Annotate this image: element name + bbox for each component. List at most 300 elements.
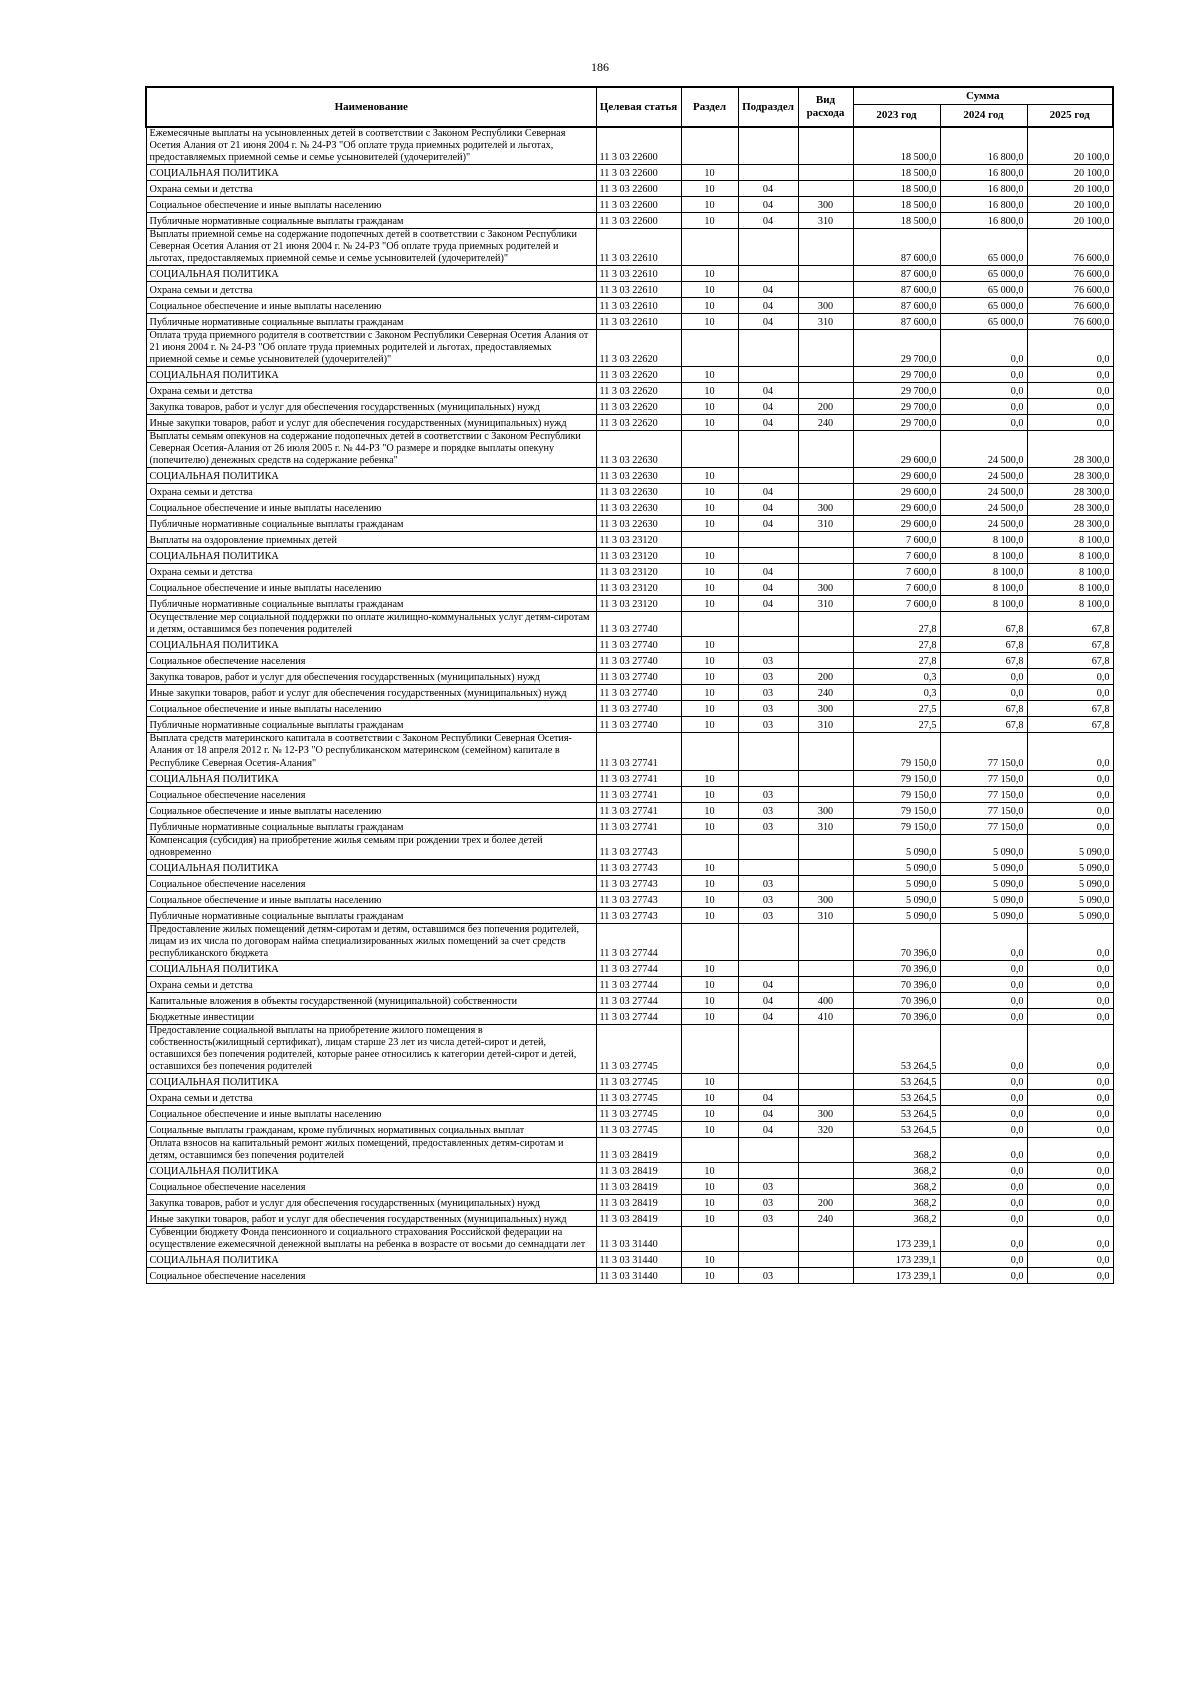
header-section: Раздел <box>681 87 738 127</box>
table-cell-2023: 18 500,0 <box>853 213 940 229</box>
header-subsection: Подраздел <box>738 87 798 127</box>
table-cell-2023: 27,8 <box>853 612 940 637</box>
table-cell-target: 11 3 03 22610 <box>596 282 681 298</box>
page-number: 186 <box>591 60 609 74</box>
table-cell-2025: 76 600,0 <box>1027 229 1113 266</box>
table-cell-target: 11 3 03 27743 <box>596 859 681 875</box>
table-row <box>146 802 1113 818</box>
table-cell-section: 10 <box>681 1194 738 1210</box>
table-cell-section: 10 <box>681 818 738 834</box>
table-cell-section: 10 <box>681 770 738 786</box>
table-cell-2025: 0,0 <box>1027 415 1113 431</box>
table-cell-target: 11 3 03 27744 <box>596 992 681 1008</box>
table-cell-subsection: 04 <box>738 992 798 1008</box>
table-cell-2023: 70 396,0 <box>853 992 940 1008</box>
table-row <box>146 992 1113 1008</box>
table-cell-section <box>681 532 738 548</box>
table-cell-section: 10 <box>681 564 738 580</box>
table-cell-2025: 0,0 <box>1027 383 1113 399</box>
table-cell-2024: 0,0 <box>940 1073 1027 1089</box>
table-cell-section: 10 <box>681 1105 738 1121</box>
table-cell-target: 11 3 03 27745 <box>596 1105 681 1121</box>
table-cell-expense-type <box>798 786 853 802</box>
table-cell-subsection: 04 <box>738 564 798 580</box>
table-cell-2023: 7 600,0 <box>853 596 940 612</box>
table-cell-section: 10 <box>681 717 738 733</box>
table-cell-2023: 29 700,0 <box>853 415 940 431</box>
table-cell-name: Выплаты приемной семье на содержание подопечных детей в соответствии с Законом Республики Северная Осетия Алания от 21 июня 2004 г. № 24-РЗ "Об оплате труда приемных родителей и льготах, предоставляемых приемной семье и семье усыновителей (удочерителей)" <box>146 229 596 266</box>
table-cell-subsection <box>738 1024 798 1073</box>
table-cell-2023: 27,5 <box>853 701 940 717</box>
table-cell-2025: 0,0 <box>1027 786 1113 802</box>
table-cell-2023: 53 264,5 <box>853 1073 940 1089</box>
table-row <box>146 1210 1113 1226</box>
table-cell-section: 10 <box>681 992 738 1008</box>
table-cell-expense-type <box>798 859 853 875</box>
table-cell-2025: 8 100,0 <box>1027 580 1113 596</box>
table-cell-subsection: 04 <box>738 500 798 516</box>
table-cell-name: СОЦИАЛЬНАЯ ПОЛИТИКА <box>146 1162 596 1178</box>
table-cell-expense-type <box>798 484 853 500</box>
table-cell-2025: 0,0 <box>1027 669 1113 685</box>
table-cell-subsection: 04 <box>738 484 798 500</box>
table-cell-section: 10 <box>681 1251 738 1267</box>
table-cell-target: 11 3 03 23120 <box>596 564 681 580</box>
table-cell-2024: 24 500,0 <box>940 431 1027 468</box>
table-cell-name: СОЦИАЛЬНАЯ ПОЛИТИКА <box>146 266 596 282</box>
table-row <box>146 197 1113 213</box>
table-cell-name: Охрана семьи и детства <box>146 484 596 500</box>
table-cell-expense-type <box>798 165 853 181</box>
table-cell-expense-type: 310 <box>798 596 853 612</box>
table-cell-2025: 0,0 <box>1027 399 1113 415</box>
table-cell-expense-type <box>798 733 853 770</box>
table-cell-2024: 77 150,0 <box>940 770 1027 786</box>
table-cell-2024: 16 800,0 <box>940 181 1027 197</box>
table-row <box>146 1137 1113 1162</box>
header-sum: Сумма <box>853 87 1113 105</box>
table-cell-2023: 29 700,0 <box>853 367 940 383</box>
table-cell-section: 10 <box>681 669 738 685</box>
table-cell-2023: 27,5 <box>853 717 940 733</box>
table-row <box>146 1008 1113 1024</box>
table-cell-expense-type: 300 <box>798 1105 853 1121</box>
table-cell-target: 11 3 03 27741 <box>596 786 681 802</box>
table-cell-section: 10 <box>681 266 738 282</box>
table-cell-2024: 8 100,0 <box>940 548 1027 564</box>
table-cell-subsection <box>738 1226 798 1251</box>
table-cell-expense-type: 240 <box>798 1210 853 1226</box>
table-cell-section: 10 <box>681 976 738 992</box>
table-cell-2023: 7 600,0 <box>853 564 940 580</box>
table-cell-2024: 77 150,0 <box>940 733 1027 770</box>
table-cell-section: 10 <box>681 637 738 653</box>
table-cell-subsection: 03 <box>738 685 798 701</box>
table-cell-name: Субвенции бюджету Фонда пенсионного и социального страхования Российской федерации на осуществление ежемесячной денежной выплаты на ребенка в возрасте от восьми до семнадцати лет <box>146 1226 596 1251</box>
table-cell-target: 11 3 03 27743 <box>596 834 681 859</box>
table-cell-name: Иные закупки товаров, работ и услуг для обеспечения государственных (муниципальных) нужд <box>146 1210 596 1226</box>
table-cell-subsection: 04 <box>738 596 798 612</box>
table-cell-2023: 5 090,0 <box>853 875 940 891</box>
table-cell-subsection <box>738 266 798 282</box>
table-cell-2023: 368,2 <box>853 1162 940 1178</box>
table-cell-section <box>681 612 738 637</box>
table-cell-2024: 8 100,0 <box>940 596 1027 612</box>
table-cell-2025: 76 600,0 <box>1027 282 1113 298</box>
table-cell-section <box>681 127 738 165</box>
table-row <box>146 907 1113 923</box>
table-cell-target: 11 3 03 22620 <box>596 399 681 415</box>
table-cell-target: 11 3 03 31440 <box>596 1251 681 1267</box>
table-cell-expense-type <box>798 770 853 786</box>
table-cell-target: 11 3 03 22630 <box>596 484 681 500</box>
table-cell-expense-type <box>798 367 853 383</box>
table-cell-2025: 0,0 <box>1027 1194 1113 1210</box>
table-cell-target: 11 3 03 27744 <box>596 1008 681 1024</box>
table-cell-subsection: 03 <box>738 802 798 818</box>
table-cell-2025: 76 600,0 <box>1027 314 1113 330</box>
table-row <box>146 314 1113 330</box>
table-cell-2025: 0,0 <box>1027 1105 1113 1121</box>
table-cell-name: Охрана семьи и детства <box>146 1089 596 1105</box>
table-cell-2024: 24 500,0 <box>940 516 1027 532</box>
table-cell-section: 10 <box>681 500 738 516</box>
table-cell-section: 10 <box>681 580 738 596</box>
table-row <box>146 266 1113 282</box>
table-cell-section: 10 <box>681 165 738 181</box>
table-row <box>146 516 1113 532</box>
table-cell-2023: 7 600,0 <box>853 532 940 548</box>
table-cell-section: 10 <box>681 548 738 564</box>
table-row <box>146 596 1113 612</box>
table-cell-target: 11 3 03 27741 <box>596 733 681 770</box>
table-cell-target: 11 3 03 28419 <box>596 1162 681 1178</box>
table-cell-section: 10 <box>681 596 738 612</box>
table-cell-2024: 24 500,0 <box>940 500 1027 516</box>
table-cell-2023: 79 150,0 <box>853 786 940 802</box>
table-cell-target: 11 3 03 31440 <box>596 1226 681 1251</box>
table-cell-expense-type: 400 <box>798 992 853 1008</box>
table-cell-2025: 0,0 <box>1027 1267 1113 1283</box>
table-row <box>146 298 1113 314</box>
table-cell-2025: 20 100,0 <box>1027 213 1113 229</box>
table-cell-2025: 76 600,0 <box>1027 298 1113 314</box>
table-cell-subsection: 03 <box>738 907 798 923</box>
table-cell-section: 10 <box>681 282 738 298</box>
table-row <box>146 960 1113 976</box>
table-cell-2024: 8 100,0 <box>940 532 1027 548</box>
table-cell-subsection: 03 <box>738 1178 798 1194</box>
table-row <box>146 229 1113 266</box>
table-cell-subsection <box>738 1162 798 1178</box>
table-cell-name: Ежемесячные выплаты на усыновленных детей в соответствии с Законом Республики Северная Осетия Алания от 21 июня 2004 г. № 24-РЗ "Об оплате труда приемных родителей и льготах, предоставляемых приемной семье и семье усыновителей (удочерителей)" <box>146 127 596 165</box>
table-row <box>146 1162 1113 1178</box>
table-cell-2024: 0,0 <box>940 383 1027 399</box>
table-cell-2025: 0,0 <box>1027 960 1113 976</box>
table-cell-target: 11 3 03 28419 <box>596 1194 681 1210</box>
table-cell-2024: 0,0 <box>940 976 1027 992</box>
table-cell-expense-type: 310 <box>798 516 853 532</box>
table-header <box>146 87 1113 127</box>
table-cell-section: 10 <box>681 213 738 229</box>
table-row <box>146 532 1113 548</box>
table-cell-subsection: 04 <box>738 282 798 298</box>
table-row <box>146 612 1113 637</box>
table-row <box>146 181 1113 197</box>
table-cell-2024: 0,0 <box>940 399 1027 415</box>
table-cell-2023: 29 700,0 <box>853 383 940 399</box>
table-cell-section: 10 <box>681 314 738 330</box>
table-cell-2025: 28 300,0 <box>1027 431 1113 468</box>
table-cell-expense-type: 310 <box>798 213 853 229</box>
table-cell-expense-type: 320 <box>798 1121 853 1137</box>
table-cell-2023: 18 500,0 <box>853 197 940 213</box>
table-cell-2023: 53 264,5 <box>853 1024 940 1073</box>
table-cell-section: 10 <box>681 399 738 415</box>
table-cell-2023: 18 500,0 <box>853 181 940 197</box>
table-row <box>146 383 1113 399</box>
table-row <box>146 770 1113 786</box>
table-cell-subsection <box>738 367 798 383</box>
table-cell-name: Выплаты на оздоровление приемных детей <box>146 532 596 548</box>
table-cell-2025: 20 100,0 <box>1027 181 1113 197</box>
table-cell-subsection <box>738 923 798 960</box>
table-cell-expense-type: 300 <box>798 298 853 314</box>
table-cell-target: 11 3 03 27744 <box>596 960 681 976</box>
table-cell-2023: 79 150,0 <box>853 818 940 834</box>
table-cell-name: Закупка товаров, работ и услуг для обеспечения государственных (муниципальных) нужд <box>146 399 596 415</box>
table-row <box>146 818 1113 834</box>
table-cell-2024: 0,0 <box>940 1210 1027 1226</box>
table-cell-name: Закупка товаров, работ и услуг для обеспечения государственных (муниципальных) нужд <box>146 669 596 685</box>
table-cell-2023: 29 700,0 <box>853 399 940 415</box>
table-row <box>146 1121 1113 1137</box>
table-cell-name: Социальное обеспечение и иные выплаты населению <box>146 701 596 717</box>
table-cell-2024: 0,0 <box>940 960 1027 976</box>
table-cell-section: 10 <box>681 875 738 891</box>
table-cell-2023: 368,2 <box>853 1178 940 1194</box>
table-cell-target: 11 3 03 23120 <box>596 580 681 596</box>
table-cell-2024: 67,8 <box>940 653 1027 669</box>
table-cell-2024: 5 090,0 <box>940 875 1027 891</box>
table-cell-section: 10 <box>681 1008 738 1024</box>
table-cell-section: 10 <box>681 1267 738 1283</box>
table-cell-2025: 5 090,0 <box>1027 891 1113 907</box>
table-cell-expense-type: 300 <box>798 701 853 717</box>
table-cell-subsection: 04 <box>738 197 798 213</box>
table-cell-expense-type <box>798 181 853 197</box>
table-cell-section: 10 <box>681 1210 738 1226</box>
table-cell-2024: 5 090,0 <box>940 891 1027 907</box>
table-cell-subsection: 04 <box>738 1105 798 1121</box>
table-cell-name: СОЦИАЛЬНАЯ ПОЛИТИКА <box>146 637 596 653</box>
table-cell-name: Социальные выплаты гражданам, кроме публичных нормативных социальных выплат <box>146 1121 596 1137</box>
table-cell-name: Предоставление жилых помещений детям-сиротам и детям, оставшимся без попечения родителей, лицам из их числа по договорам найма специализированных жилых помещений за счет средств республиканского бюджета <box>146 923 596 960</box>
table-cell-target: 11 3 03 27743 <box>596 891 681 907</box>
table-cell-target: 11 3 03 27745 <box>596 1121 681 1137</box>
table-cell-2024: 0,0 <box>940 669 1027 685</box>
table-cell-2023: 5 090,0 <box>853 834 940 859</box>
table-cell-expense-type <box>798 282 853 298</box>
table-cell-subsection <box>738 1073 798 1089</box>
table-cell-section: 10 <box>681 859 738 875</box>
table-cell-expense-type <box>798 1226 853 1251</box>
table-cell-name: Публичные нормативные социальные выплаты гражданам <box>146 717 596 733</box>
table-cell-section <box>681 229 738 266</box>
table-cell-expense-type: 310 <box>798 717 853 733</box>
table-cell-name: Социальное обеспечение и иные выплаты населению <box>146 802 596 818</box>
table-cell-section <box>681 1137 738 1162</box>
table-cell-2023: 7 600,0 <box>853 548 940 564</box>
table-cell-2025: 5 090,0 <box>1027 875 1113 891</box>
table-cell-name: Охрана семьи и детства <box>146 282 596 298</box>
table-row <box>146 1089 1113 1105</box>
table-cell-target: 11 3 03 28419 <box>596 1210 681 1226</box>
table-cell-2025: 0,0 <box>1027 1121 1113 1137</box>
table-cell-subsection <box>738 165 798 181</box>
table-row <box>146 213 1113 229</box>
table-cell-section: 10 <box>681 907 738 923</box>
table-cell-name: СОЦИАЛЬНАЯ ПОЛИТИКА <box>146 859 596 875</box>
table-cell-target: 11 3 03 22600 <box>596 127 681 165</box>
table-cell-2025: 0,0 <box>1027 923 1113 960</box>
table-cell-target: 11 3 03 22610 <box>596 229 681 266</box>
table-cell-name: Предоставление социальной выплаты на приобретение жилого помещения в собственность(жилищный сертификат), лицам старше 23 лет из числа детей-сирот и детей, оставшихся без попечения родителей, которые ранее относились к категории детей-сирот и детей, оставшихся без попечения родителей <box>146 1024 596 1073</box>
table-cell-subsection <box>738 834 798 859</box>
table-cell-target: 11 3 03 22610 <box>596 266 681 282</box>
table-cell-subsection <box>738 770 798 786</box>
table-cell-name: Социальное обеспечение населения <box>146 653 596 669</box>
table-cell-section: 10 <box>681 468 738 484</box>
table-cell-expense-type <box>798 923 853 960</box>
table-cell-2023: 27,8 <box>853 637 940 653</box>
table-cell-2024: 0,0 <box>940 1121 1027 1137</box>
table-cell-section: 10 <box>681 1162 738 1178</box>
table-cell-target: 11 3 03 22620 <box>596 330 681 367</box>
table-row <box>146 548 1113 564</box>
header-2023: 2023 год <box>853 105 940 128</box>
table-cell-2023: 70 396,0 <box>853 960 940 976</box>
table-cell-2025: 0,0 <box>1027 802 1113 818</box>
table-cell-2024: 0,0 <box>940 1105 1027 1121</box>
table-cell-name: Публичные нормативные социальные выплаты гражданам <box>146 907 596 923</box>
table-cell-2025: 0,0 <box>1027 818 1113 834</box>
table-cell-2025: 0,0 <box>1027 1089 1113 1105</box>
table-cell-subsection: 04 <box>738 298 798 314</box>
table-cell-2023: 87 600,0 <box>853 314 940 330</box>
table-cell-2023: 368,2 <box>853 1194 940 1210</box>
table-row <box>146 500 1113 516</box>
table-cell-2023: 27,8 <box>853 653 940 669</box>
table-cell-2023: 368,2 <box>853 1137 940 1162</box>
table-cell-2024: 77 150,0 <box>940 802 1027 818</box>
table-cell-name: Охрана семьи и детства <box>146 564 596 580</box>
table-cell-section: 10 <box>681 415 738 431</box>
table-cell-name: Публичные нормативные социальные выплаты гражданам <box>146 596 596 612</box>
table-cell-2024: 0,0 <box>940 367 1027 383</box>
budget-table <box>145 86 1114 1284</box>
table-cell-2024: 16 800,0 <box>940 165 1027 181</box>
table-cell-expense-type <box>798 1024 853 1073</box>
table-cell-2023: 87 600,0 <box>853 282 940 298</box>
table-cell-name: СОЦИАЛЬНАЯ ПОЛИТИКА <box>146 367 596 383</box>
table-cell-2025: 5 090,0 <box>1027 907 1113 923</box>
table-cell-2025: 0,0 <box>1027 685 1113 701</box>
table-cell-expense-type <box>798 431 853 468</box>
table-cell-section <box>681 431 738 468</box>
table-cell-expense-type <box>798 637 853 653</box>
table-cell-2025: 20 100,0 <box>1027 197 1113 213</box>
table-cell-subsection: 04 <box>738 415 798 431</box>
table-cell-target: 11 3 03 27740 <box>596 717 681 733</box>
table-cell-subsection <box>738 431 798 468</box>
table-cell-expense-type <box>798 612 853 637</box>
table-cell-2023: 70 396,0 <box>853 976 940 992</box>
table-cell-subsection <box>738 637 798 653</box>
table-cell-name: Социальное обеспечение и иные выплаты населению <box>146 891 596 907</box>
table-cell-name: Капитальные вложения в объекты государственной (муниципальной) собственности <box>146 992 596 1008</box>
table-row <box>146 669 1113 685</box>
table-cell-subsection: 04 <box>738 1008 798 1024</box>
table-cell-expense-type <box>798 229 853 266</box>
table-cell-target: 11 3 03 22620 <box>596 367 681 383</box>
table-cell-target: 11 3 03 22600 <box>596 213 681 229</box>
table-cell-target: 11 3 03 22630 <box>596 468 681 484</box>
table-cell-expense-type: 300 <box>798 500 853 516</box>
table-cell-2023: 173 239,1 <box>853 1251 940 1267</box>
table-cell-section: 10 <box>681 786 738 802</box>
table-cell-2025: 0,0 <box>1027 1178 1113 1194</box>
table-cell-target: 11 3 03 22620 <box>596 415 681 431</box>
table-cell-2024: 0,0 <box>940 992 1027 1008</box>
table-cell-2023: 87 600,0 <box>853 229 940 266</box>
table-row <box>146 923 1113 960</box>
table-cell-subsection <box>738 229 798 266</box>
table-row <box>146 653 1113 669</box>
table-cell-2024: 8 100,0 <box>940 564 1027 580</box>
table-row <box>146 1178 1113 1194</box>
table-cell-2024: 0,0 <box>940 415 1027 431</box>
table-cell-2024: 77 150,0 <box>940 818 1027 834</box>
table-cell-name: Социальное обеспечение населения <box>146 875 596 891</box>
table-cell-expense-type <box>798 532 853 548</box>
table-cell-2023: 5 090,0 <box>853 859 940 875</box>
table-cell-2023: 70 396,0 <box>853 923 940 960</box>
header-name: Наименование <box>146 87 596 127</box>
table-cell-name: СОЦИАЛЬНАЯ ПОЛИТИКА <box>146 1251 596 1267</box>
header-expense-type: Вид расхода <box>798 87 853 127</box>
table-cell-2024: 0,0 <box>940 923 1027 960</box>
table-cell-2025: 0,0 <box>1027 1162 1113 1178</box>
table-cell-subsection: 04 <box>738 976 798 992</box>
table-cell-target: 11 3 03 27740 <box>596 637 681 653</box>
table-cell-target: 11 3 03 27741 <box>596 818 681 834</box>
table-body <box>146 127 1113 1283</box>
table-cell-2024: 16 800,0 <box>940 127 1027 165</box>
table-cell-2023: 29 600,0 <box>853 500 940 516</box>
table-cell-section: 10 <box>681 1121 738 1137</box>
table-cell-expense-type <box>798 564 853 580</box>
table-cell-2024: 0,0 <box>940 1089 1027 1105</box>
table-cell-section: 10 <box>681 1178 738 1194</box>
table-cell-expense-type <box>798 875 853 891</box>
table-cell-2024: 5 090,0 <box>940 907 1027 923</box>
header-target: Целевая статья <box>596 87 681 127</box>
table-cell-section <box>681 923 738 960</box>
table-cell-expense-type <box>798 383 853 399</box>
table-cell-2024: 77 150,0 <box>940 786 1027 802</box>
table-cell-subsection: 03 <box>738 1267 798 1283</box>
